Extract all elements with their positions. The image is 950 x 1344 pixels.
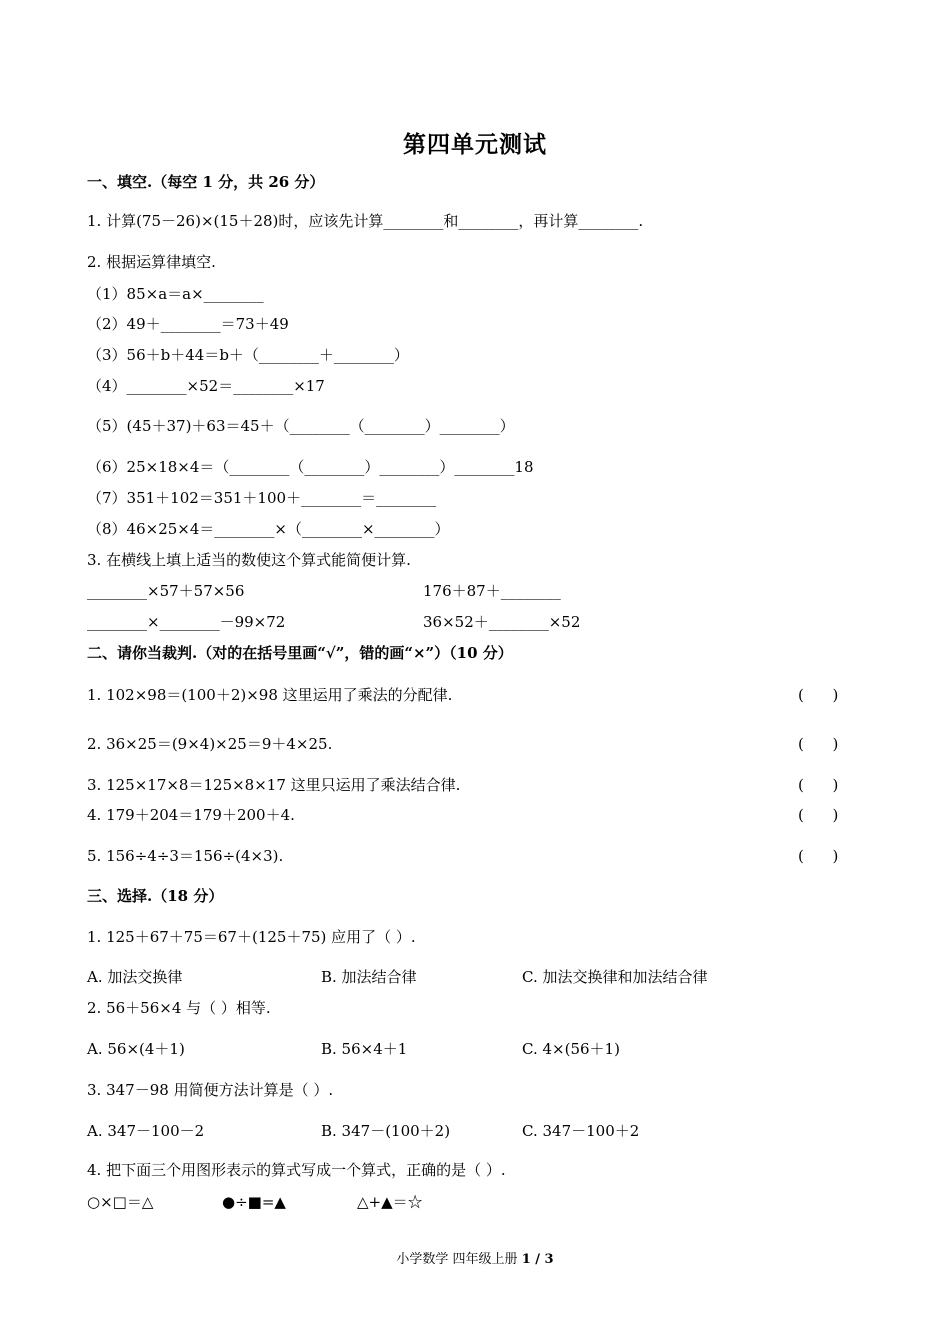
s1-q3-item-2: 176＋87＋________ [423,582,561,600]
s2-item-1: 1. 102×98＝(100＋2)×98 这里运用了乘法的分配律. [87,686,453,704]
s3-question-4: 4. 把下面三个用图形表示的算式写成一个算式，正确的是（ ）. [87,1161,506,1179]
s3-q1-option-c: C. 加法交换律和加法结合律 [522,968,708,986]
page-footer [0,1248,950,1267]
s1-q2-item-2: （2）49＋________＝73＋49 [87,315,289,333]
s3-q4-shape-equation-1: ○×□＝△ [87,1193,154,1211]
s2-answer-paren-1: ( ) [798,686,839,704]
s3-q3-option-c: C. 347－100＋2 [522,1122,640,1140]
s1-q2-item-6: （6）25×18×4＝（________（________）________）________18 [87,458,534,476]
s3-question-1: 1. 125＋67＋75＝67＋(125＋75) 应用了（ ）. [87,928,416,946]
s3-q1-option-a: A. 加法交换律 [87,968,183,986]
section-2-heading: 二、请你当裁判.（对的在括号里画“√”，错的画“×”）（10 分） [87,644,513,662]
s1-q2-item-1: （1）85×a＝a×________ [87,285,264,303]
s1-question-3: 3. 在横线上填上适当的数使这个算式能简便计算. [87,551,411,569]
s2-item-2: 2. 36×25＝(9×4)×25＝9＋4×25. [87,735,333,753]
s3-q2-option-b: B. 56×4＋1 [321,1040,408,1058]
s3-q2-option-a: A. 56×(4＋1) [87,1040,185,1058]
s3-question-2: 2. 56＋56×4 与（ ）相等. [87,999,271,1017]
s3-q3-option-b: B. 347－(100＋2) [321,1122,451,1140]
section-3-heading: 三、选择.（18 分） [87,887,224,905]
section-1-heading: 一、填空.（每空 1 分，共 26 分） [87,173,325,191]
s3-q4-shape-equation-3: △+▲＝☆ [357,1193,423,1211]
s2-item-3: 3. 125×17×8＝125×8×17 这里只运用了乘法结合律. [87,776,461,794]
s2-answer-paren-5: ( ) [798,847,839,865]
page-title: 第四单元测试 [403,131,547,158]
s3-q3-option-a: A. 347－100－2 [87,1122,205,1140]
s1-q2-item-3: （3）56＋b＋44＝b＋（________＋________） [87,346,409,364]
s1-q3-item-4: 36×52＋________×52 [423,613,581,631]
s2-item-4: 4. 179＋204＝179＋200＋4. [87,806,295,824]
s2-answer-paren-2: ( ) [798,735,839,753]
s1-q3-item-3: ________×________－99×72 [87,613,286,631]
s3-q4-shape-equation-2: ●÷■=▲ [222,1193,286,1211]
page-number: 1 / 3 [521,1252,554,1267]
s1-q2-item-5: （5）(45＋37)＋63＝45＋（________（________）________） [87,417,515,435]
s2-answer-paren-3: ( ) [798,776,839,794]
s2-answer-paren-4: ( ) [798,806,839,824]
s1-q2-item-8: （8）46×25×4＝________×（________×________） [87,520,450,538]
s2-item-5: 5. 156÷4÷3＝156÷(4×3). [87,847,284,865]
footer-text: 小学数学 四年级上册 [396,1252,518,1267]
s3-question-3: 3. 347－98 用简便方法计算是（ ）. [87,1081,334,1099]
s3-q2-option-c: C. 4×(56＋1) [522,1040,620,1058]
s3-q1-option-b: B. 加法结合律 [321,968,417,986]
s1-q2-item-7: （7）351＋102＝351＋100＋________＝________ [87,489,437,507]
s1-question-2: 2. 根据运算律填空. [87,253,216,271]
s1-question-1: 1. 计算(75－26)×(15＋28)时，应该先计算________和________，再计算________. [87,212,644,230]
s1-q2-item-4: （4）________×52＝________×17 [87,377,325,395]
s1-q3-item-1: ________×57＋57×56 [87,582,245,600]
